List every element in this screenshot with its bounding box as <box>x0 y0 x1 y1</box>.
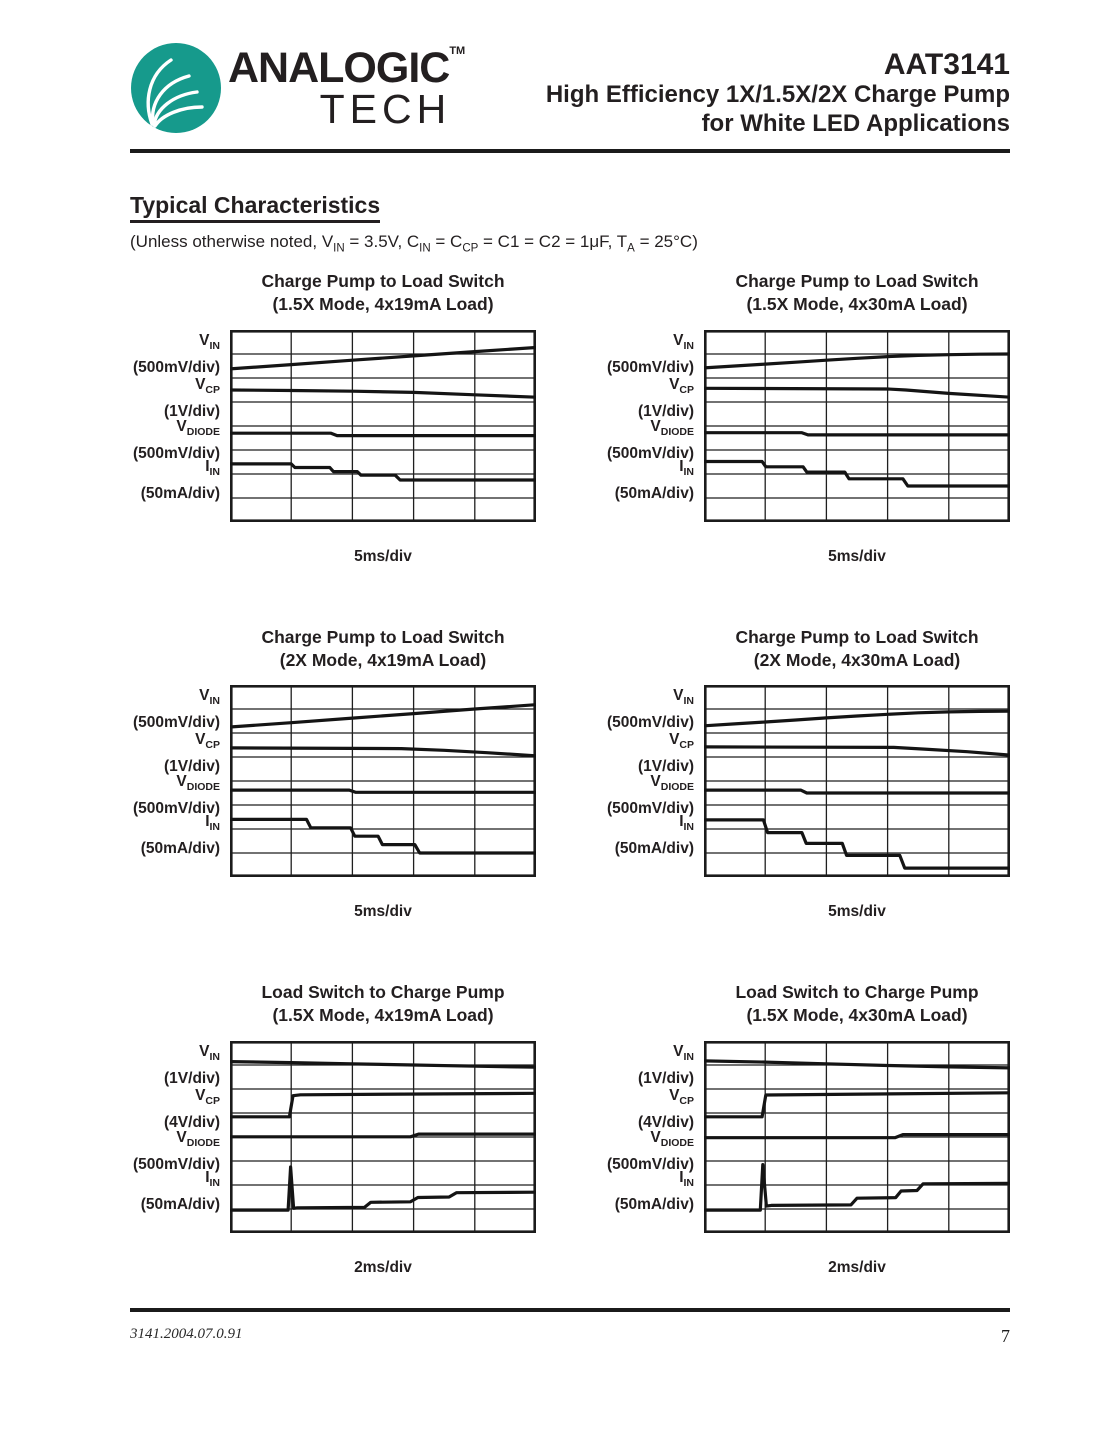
trace-vin <box>230 705 536 727</box>
document-id: 3141.2004.07.0.91 <box>130 1326 243 1342</box>
channel-label-vcp <box>638 1085 694 1133</box>
channel-label-iin <box>615 1167 694 1215</box>
chart-title <box>704 270 1010 316</box>
channel-labels <box>130 1041 230 1233</box>
channel-name-vin: $V_{IN}$ <box>199 687 220 708</box>
trace-iin <box>704 820 1010 868</box>
channel-labels <box>604 330 704 522</box>
chart-title-line1: Charge Pump to Load Switch <box>735 271 979 292</box>
oscilloscope-plot-3 <box>230 685 536 877</box>
channel-name-vdiode: $V_{DIODE}$ <box>176 773 220 794</box>
channel-scale-vin: (1V/div) <box>164 1069 220 1087</box>
chart-title-line2: (1.5X Mode, 4x30mA Load) <box>746 294 968 315</box>
oscilloscope-plot-2 <box>704 330 1010 522</box>
channel-scale-vdiode: (500mV/div) <box>606 444 694 462</box>
chart-title <box>230 626 536 672</box>
channel-scale-iin: (50mA/div) <box>614 484 694 502</box>
trace-vin <box>230 347 536 368</box>
chart-body <box>130 1041 536 1233</box>
channel-name-iin: $I_{IN}$ <box>205 1168 220 1189</box>
channel-name-iin: $I_{IN}$ <box>205 813 220 834</box>
channel-scale-vdiode: (500mV/div) <box>132 444 220 462</box>
x-scale-label: 2ms/div <box>828 1258 886 1276</box>
channel-name-vdiode: $V_{DIODE}$ <box>176 1128 220 1149</box>
chart-title-line2: (1.5X Mode, 4x19mA Load) <box>272 1005 494 1026</box>
section-heading: Typical Characteristics <box>130 193 380 223</box>
chart-title <box>230 270 536 316</box>
trace-iin <box>230 1167 536 1210</box>
chart-body <box>130 685 536 877</box>
chart-title-line1: Charge Pump to Load Switch <box>735 626 979 647</box>
chart-title-line2: (2X Mode, 4x30mA Load) <box>753 649 961 670</box>
charts-grid <box>130 270 1010 1277</box>
part-number: AAT3141 <box>883 48 1010 81</box>
channel-scale-iin: (50mA/div) <box>140 484 220 502</box>
channel-scale-vcp: (4V/div) <box>164 1113 220 1131</box>
channel-scale-vcp: (1V/div) <box>164 402 220 420</box>
channel-scale-vin: (500mV/div) <box>606 358 694 376</box>
chart-title-line2: (1.5X Mode, 4x30mA Load) <box>746 1005 968 1026</box>
channel-name-vcp: $V_{CP}$ <box>195 375 220 396</box>
chart-title <box>230 981 536 1027</box>
channel-name-vcp: $V_{CP}$ <box>669 1086 694 1107</box>
channel-name-vcp: $V_{CP}$ <box>669 375 694 396</box>
page-footer <box>130 1308 1010 1347</box>
channel-name-vcp: $V_{CP}$ <box>669 731 694 752</box>
brand-tech-text: TECH <box>319 86 452 132</box>
channel-label-vin <box>638 1041 694 1089</box>
channel-scale-iin: (50mA/div) <box>140 840 220 858</box>
channel-scale-vcp: (1V/div) <box>638 758 694 776</box>
oscilloscope-plot-6 <box>704 1041 1010 1233</box>
brand-analogic-text: ANALOGIC <box>228 44 450 92</box>
channel-name-vin: $V_{IN}$ <box>673 1042 694 1063</box>
channel-label-iin <box>141 456 220 504</box>
channel-name-iin: $I_{IN}$ <box>679 457 694 478</box>
channel-labels <box>130 685 230 877</box>
x-scale-label: 2ms/div <box>354 1258 412 1276</box>
channel-scale-iin: (50mA/div) <box>140 1195 220 1213</box>
channel-label-iin <box>141 1167 220 1215</box>
channel-scale-vdiode: (500mV/div) <box>132 800 220 818</box>
channel-name-iin: $I_{IN}$ <box>205 457 220 478</box>
oscilloscope-plot-5 <box>230 1041 536 1233</box>
chart-title-line1: Charge Pump to Load Switch <box>261 626 505 647</box>
trace-iin <box>230 820 536 854</box>
trace-vcp <box>704 388 1010 397</box>
channel-labels <box>604 1041 704 1233</box>
channel-label-vcp <box>164 729 220 777</box>
x-scale-label: 5ms/div <box>828 903 886 921</box>
chart-5 <box>130 981 536 1277</box>
channel-label-vcp <box>638 729 694 777</box>
chart-body <box>604 330 1010 522</box>
chart-title <box>704 981 1010 1027</box>
chart-1 <box>130 270 536 566</box>
channel-scale-vdiode: (500mV/div) <box>606 800 694 818</box>
channel-name-vin: $V_{IN}$ <box>199 1042 220 1063</box>
channel-name-vdiode: $V_{DIODE}$ <box>650 773 694 794</box>
x-scale-label: 5ms/div <box>354 903 412 921</box>
brand-name <box>228 46 465 90</box>
channel-scale-vdiode: (500mV/div) <box>132 1155 220 1173</box>
trace-vcp <box>230 748 536 756</box>
channel-scale-vin: (1V/div) <box>638 1069 694 1087</box>
channel-name-vdiode: $V_{DIODE}$ <box>650 1128 694 1149</box>
channel-labels <box>604 685 704 877</box>
trace-iin <box>704 1164 1010 1210</box>
channel-name-vin: $V_{IN}$ <box>199 331 220 352</box>
channel-scale-vdiode: (500mV/div) <box>606 1155 694 1173</box>
trace-vdiode <box>704 432 1010 434</box>
channel-scale-vin: (500mV/div) <box>606 714 694 732</box>
chart-title-line1: Charge Pump to Load Switch <box>261 271 505 292</box>
analogictech-leaf-logo-icon <box>130 42 222 134</box>
channel-name-vcp: $V_{CP}$ <box>195 731 220 752</box>
x-scale-label: 5ms/div <box>354 547 412 565</box>
channel-labels <box>130 330 230 522</box>
chart-body <box>604 1041 1010 1233</box>
channel-name-iin: $I_{IN}$ <box>679 1168 694 1189</box>
channel-label-vin <box>164 1041 220 1089</box>
oscilloscope-plot-1 <box>230 330 536 522</box>
channel-scale-iin: (50mA/div) <box>614 840 694 858</box>
page-header <box>130 42 1010 139</box>
channel-label-iin <box>141 811 220 859</box>
chart-title-line2: (2X Mode, 4x19mA Load) <box>279 649 487 670</box>
channel-scale-iin: (50mA/div) <box>614 1195 694 1213</box>
channel-name-iin: $I_{IN}$ <box>679 813 694 834</box>
trace-vdiode <box>704 790 1010 793</box>
trace-iin <box>230 464 536 480</box>
chart-body <box>130 330 536 522</box>
channel-label-iin <box>615 811 694 859</box>
channel-name-vin: $V_{IN}$ <box>673 687 694 708</box>
doc-title-line1: High Efficiency 1X/1.5X/2X Charge Pump <box>545 81 1010 108</box>
channel-scale-vcp: (1V/div) <box>638 402 694 420</box>
channel-label-vin <box>607 330 694 378</box>
channel-label-vin <box>133 685 220 733</box>
page-number: 7 <box>1001 1326 1010 1346</box>
chart-body <box>604 685 1010 877</box>
company-logo <box>130 42 465 134</box>
trace-vin <box>704 354 1010 368</box>
channel-scale-vcp: (1V/div) <box>164 758 220 776</box>
chart-title-line2: (1.5X Mode, 4x19mA Load) <box>272 294 494 315</box>
chart-4 <box>604 626 1010 922</box>
channel-label-iin <box>615 456 694 504</box>
channel-name-vdiode: $V_{DIODE}$ <box>650 417 694 438</box>
document-title-block <box>546 48 1010 139</box>
chart-6 <box>604 981 1010 1277</box>
trace-vdiode <box>230 433 536 435</box>
channel-name-vdiode: $V_{DIODE}$ <box>176 417 220 438</box>
chart-2 <box>604 270 1010 566</box>
channel-name-vin: $V_{IN}$ <box>673 331 694 352</box>
chart-title-line1: Load Switch to Charge Pump <box>261 982 505 1003</box>
trace-vcp <box>230 390 536 397</box>
conditions-text: (Unless otherwise noted, $V_{IN} = 3.5V$, $C_{IN} = C_{CP} = C1 = C2 = 1\mu F$, $T_A = 25^\circ C$) <box>130 231 698 255</box>
brand-wordmark <box>228 44 466 132</box>
oscilloscope-plot-4 <box>704 685 1010 877</box>
trace-vcp <box>704 747 1010 755</box>
trace-vin <box>704 711 1010 726</box>
channel-label-vcp <box>164 1085 220 1133</box>
channel-label-vin <box>133 330 220 378</box>
channel-scale-vin: (500mV/div) <box>132 358 220 376</box>
doc-title-line2: for White LED Applications <box>701 109 1010 137</box>
channel-scale-vin: (500mV/div) <box>132 714 220 732</box>
channel-scale-vcp: (4V/div) <box>638 1113 694 1131</box>
channel-name-vcp: $V_{CP}$ <box>195 1086 220 1107</box>
trace-vdiode <box>230 790 536 792</box>
chart-title <box>704 626 1010 672</box>
trademark-symbol: TM <box>449 45 466 57</box>
x-scale-label: 5ms/div <box>828 547 886 565</box>
channel-label-vcp <box>638 374 694 422</box>
chart-title-line1: Load Switch to Charge Pump <box>735 982 979 1003</box>
channel-label-vin <box>607 685 694 733</box>
channel-label-vcp <box>164 374 220 422</box>
chart-3 <box>130 626 536 922</box>
